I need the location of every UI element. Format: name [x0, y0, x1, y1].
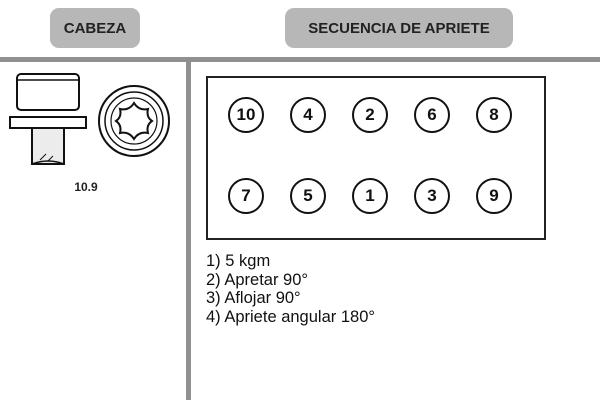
bolt-sequence-number: 5: [290, 178, 326, 214]
step-1: 1) 5 kgm: [206, 252, 271, 270]
column-divider: [186, 62, 191, 400]
tightening-sequence-box: [206, 76, 546, 240]
sequence-header-tab: [285, 8, 513, 48]
tightening-steps-list: [206, 252, 375, 326]
bolt-sequence-number: 2: [352, 97, 388, 133]
torx-socket-icon: [99, 86, 169, 156]
bolt-sequence-number: 7: [228, 178, 264, 214]
sequence-header-label: SECUENCIA DE APRIETE: [308, 19, 490, 37]
cabeza-header-tab: [50, 8, 140, 48]
bolt-grade-label: 10.9: [74, 180, 98, 194]
cabeza-header-label: CABEZA: [63, 19, 127, 37]
bolt-side-view-icon: [10, 74, 86, 164]
bolt-sequence-number: 8: [476, 97, 512, 133]
bolt-sequence-number: 3: [414, 178, 450, 214]
bolt-sequence-number: 10: [228, 97, 264, 133]
bolt-sequence-number: 6: [414, 97, 450, 133]
step-2: 2) Apretar 90°: [206, 270, 308, 289]
step-4: 4) Apriete angular 180°: [206, 307, 375, 326]
bolt-sequence-number: 4: [290, 97, 326, 133]
bolt-sequence-number: 9: [476, 178, 512, 214]
bolt-sequence-number: 1: [352, 178, 388, 214]
step-3: 3) Aflojar 90°: [206, 289, 301, 307]
